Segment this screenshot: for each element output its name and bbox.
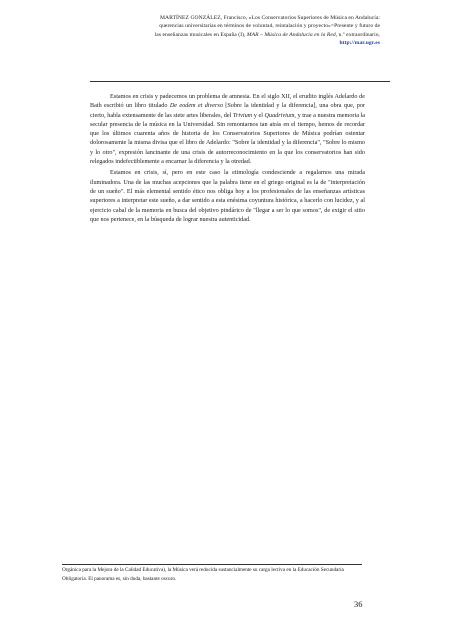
header-author-given: , Francisco, «Los Conservatorios Superiores de Música en Andalucía: xyxy=(220,15,380,21)
header-line-2: querencias universitarias en términos de voluntad, reintalación y proyecto»=Presente y futuro de xyxy=(159,23,380,30)
term-trivium: Trivium xyxy=(232,111,253,119)
header-author: MARTÍNEZ GONZÁLEZ xyxy=(160,15,221,21)
footnote: Orgánica para la Mejora de la Calidad Educativa), la Música verá reducida sustancialmente su carga lectiva en la Educación Secundaria Obligatoria. El panorama es, sin duda, bastante oscuro. xyxy=(62,567,344,582)
term-quadrivium: Quadrivium xyxy=(264,111,295,119)
running-header xyxy=(80,14,380,48)
header-divider xyxy=(90,81,390,82)
main-body xyxy=(90,92,365,226)
paragraph-2: Estamos en crisis, sí, pero en este caso la etimología condesciende a regalarnos una mirada iluminadora. Una de las muchas acepciones que la palabra tiene en el griego original es la de "interpretación de un sueño". El más elemental sentido ético nos obliga hoy a los profesionales de las enseñanzas artísticas superiores a interpretar este sueño, a dar sentido a esta enésima coyuntura histórica, a hacerlo con lucidez, y al ejercicio cabal de la memoria en busca del objetivo pindárico de "llegar a ser lo que somos", de exigir el sitio que nos pertenece, en la búsqueda de lograr nuestra autenticidad. xyxy=(90,169,365,223)
header-line-3a: las enseñanzas musicales en España (I) xyxy=(154,31,245,38)
footnote-divider xyxy=(62,564,362,565)
book-title: De eodem et diverso xyxy=(169,102,223,110)
header-journal: , MAR – Música de Andalucía en la Red xyxy=(244,31,336,38)
paragraph-1: Estamos en crisis y padecemos un problema de amnesia. En el siglo XII, el erudito inglés Adelardo de Bath escribió un libro titulado De eodem et diverso [Sobre la identidad y la diferencia], una obra que, por cierto, habla extensamente de las siete artes liberales, del Trivium y el Quadrivium, y trae a nuestra memoria la secular presencia de la música en la Universidad. Sin remontarnos tan atrás en el tiempo, hemos de recordar que los últimos cuarenta años de historia de los Conservatorios Superiores de Música podrían ostentar dolorosamente la misma divisa que el libro de Adelardo: "Sobre la identidad y la diferencia", "Sobre lo mismo y lo otro", expresión lancinante de una crisis de autorreconocimiento en la que los conservatorios han sido relegados indefectiblemente a encarnar la diferencia y la otredad. xyxy=(90,93,365,166)
header-link[interactable]: http://mar.ugr.es xyxy=(339,40,380,47)
header-line-3c: , n.º extraordinario, xyxy=(335,31,380,38)
page-number: 36 xyxy=(354,600,363,609)
